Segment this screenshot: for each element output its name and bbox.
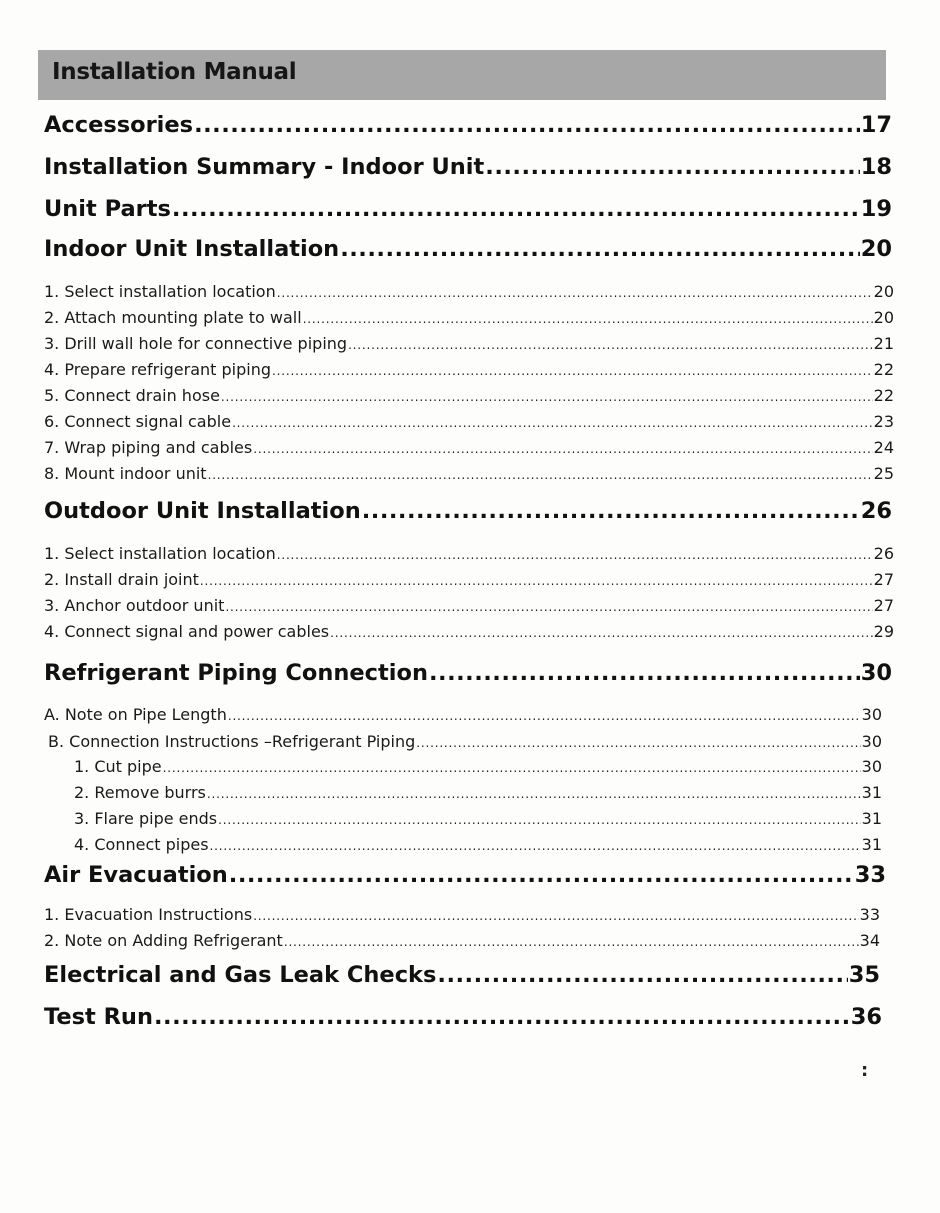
toc-item-page: 30 <box>861 732 882 751</box>
toc-item-label: 2. Install drain joint <box>44 570 199 589</box>
toc-subitem-page: 31 <box>861 783 882 802</box>
toc-entry-label: Accessories <box>44 112 194 138</box>
toc-item[interactable] <box>44 334 894 353</box>
toc-subitem[interactable] <box>74 809 882 828</box>
toc-entry-page: 20 <box>860 236 892 262</box>
toc-item-page: 26 <box>873 544 894 563</box>
toc-subitem-label: 2. Remove burrs <box>74 783 206 802</box>
toc-entry-unit-parts[interactable] <box>44 196 892 222</box>
toc-item-label: 5. Connect drain hose <box>44 386 220 405</box>
toc-entry-page: 19 <box>860 196 892 222</box>
toc-subitem-label: 3. Flare pipe ends <box>74 809 218 828</box>
toc-entry-page: 30 <box>860 660 892 686</box>
toc-entry-label: Installation Summary - Indoor Unit <box>44 154 485 180</box>
leader-dots <box>348 338 873 352</box>
leader-dots <box>429 660 860 686</box>
toc-item[interactable] <box>44 438 894 457</box>
toc-entry-outdoor-unit-installation[interactable] <box>44 498 892 524</box>
toc-item[interactable] <box>44 282 894 301</box>
toc-item-page: 22 <box>873 360 894 379</box>
leader-dots <box>207 787 861 801</box>
toc-item-page: 27 <box>873 596 894 615</box>
leader-dots <box>303 312 873 326</box>
toc-entry-label: Test Run <box>44 1004 153 1030</box>
leader-dots <box>277 286 873 300</box>
toc-item-label: 1. Select installation location <box>44 282 276 301</box>
toc-item-page: 22 <box>873 386 894 405</box>
toc-item-page: 33 <box>859 905 880 924</box>
toc-entry-page: 17 <box>860 112 892 138</box>
leader-dots <box>437 962 847 988</box>
toc-entry-accessories[interactable] <box>44 112 892 138</box>
toc-item[interactable] <box>44 544 894 563</box>
toc-item-label: 3. Anchor outdoor unit <box>44 596 225 615</box>
toc-item-label: 3. Drill wall hole for connective piping <box>44 334 348 353</box>
toc-entry-air-evacuation[interactable] <box>44 862 886 888</box>
toc-item-label: 4. Prepare refrigerant piping <box>44 360 272 379</box>
header-bar <box>38 50 886 100</box>
leader-dots <box>194 112 860 138</box>
toc-entry-label: Indoor Unit Installation <box>44 236 340 262</box>
toc-subitem-page: 31 <box>861 809 882 828</box>
toc-item-label: 1. Select installation location <box>44 544 276 563</box>
toc-entry-label: Outdoor Unit Installation <box>44 498 361 524</box>
toc-item[interactable] <box>44 705 882 724</box>
toc-item-page: 27 <box>873 570 894 589</box>
leader-dots <box>229 862 854 888</box>
toc-entry-label: Air Evacuation <box>44 862 228 888</box>
leader-dots <box>485 154 859 180</box>
toc-item-label: B. Connection Instructions –Refrigerant Piping <box>48 732 416 751</box>
toc-item[interactable] <box>48 732 882 751</box>
toc-item-label: 7. Wrap piping and cables <box>44 438 253 457</box>
leader-dots <box>330 626 873 640</box>
toc-entry-test-run[interactable] <box>44 1004 882 1030</box>
leader-dots <box>284 935 859 949</box>
toc-item-page: 23 <box>873 412 894 431</box>
toc-item-page: 34 <box>859 931 880 950</box>
toc-entry-label: Unit Parts <box>44 196 171 222</box>
toc-entry-page: 18 <box>860 154 892 180</box>
toc-entry-label: Electrical and Gas Leak Checks <box>44 962 437 988</box>
toc-item-page: 25 <box>873 464 894 483</box>
leader-dots <box>208 468 873 482</box>
toc-entry-page: 35 <box>848 962 880 988</box>
leader-dots <box>154 1004 850 1030</box>
toc-item-label: 2. Note on Adding Refrigerant <box>44 931 283 950</box>
page-title: Installation Manual <box>52 59 297 85</box>
toc-entry-page: 26 <box>860 498 892 524</box>
toc-item-page: 21 <box>873 334 894 353</box>
toc-item[interactable] <box>44 622 894 641</box>
toc-item-page: 20 <box>873 282 894 301</box>
toc-item-page: 30 <box>861 705 882 724</box>
leader-dots <box>340 236 859 262</box>
toc-subitem[interactable] <box>74 783 882 802</box>
footer-mark: : <box>861 1060 869 1081</box>
leader-dots <box>272 364 873 378</box>
leader-dots <box>362 498 860 524</box>
leader-dots <box>277 548 873 562</box>
toc-entry-installation-summary[interactable] <box>44 154 892 180</box>
leader-dots <box>228 709 861 723</box>
leader-dots <box>218 813 861 827</box>
toc-item[interactable] <box>44 386 894 405</box>
toc-item[interactable] <box>44 308 894 327</box>
toc-subitem[interactable] <box>74 835 882 854</box>
toc-item-label: 6. Connect signal cable <box>44 412 232 431</box>
toc-item[interactable] <box>44 931 880 950</box>
toc-entry-page: 33 <box>854 862 886 888</box>
leader-dots <box>225 600 872 614</box>
toc-entry-refrigerant-piping[interactable] <box>44 660 892 686</box>
toc-subitem-label: 4. Connect pipes <box>74 835 209 854</box>
leader-dots <box>210 839 861 853</box>
leader-dots <box>221 390 873 404</box>
leader-dots <box>253 909 858 923</box>
toc-item[interactable] <box>44 464 894 483</box>
toc-item-label: A. Note on Pipe Length <box>44 705 227 724</box>
leader-dots <box>416 736 860 750</box>
toc-item[interactable] <box>44 596 894 615</box>
toc-item[interactable] <box>44 360 894 379</box>
toc-item[interactable] <box>44 412 894 431</box>
toc-item-label: 1. Evacuation Instructions <box>44 905 253 924</box>
toc-item[interactable] <box>44 905 880 924</box>
toc-item-page: 24 <box>873 438 894 457</box>
toc-item-page: 20 <box>873 308 894 327</box>
leader-dots <box>163 761 861 775</box>
toc-subitem[interactable] <box>74 757 882 776</box>
toc-entry-label: Refrigerant Piping Connection <box>44 660 428 686</box>
toc-item-label: 2. Attach mounting plate to wall <box>44 308 302 327</box>
leader-dots <box>232 416 873 430</box>
toc-entry-page: 36 <box>850 1004 882 1030</box>
toc-entry-indoor-unit-installation[interactable] <box>44 236 892 262</box>
toc-item[interactable] <box>44 570 894 589</box>
toc-subitem-page: 30 <box>861 757 882 776</box>
toc-item-page: 29 <box>873 622 894 641</box>
leader-dots <box>200 574 873 588</box>
leader-dots <box>253 442 872 456</box>
toc-item-label: 8. Mount indoor unit <box>44 464 207 483</box>
toc-subitem-page: 31 <box>861 835 882 854</box>
toc-item-label: 4. Connect signal and power cables <box>44 622 330 641</box>
leader-dots <box>172 196 860 222</box>
toc-entry-electrical-gas-checks[interactable] <box>44 962 880 988</box>
toc-subitem-label: 1. Cut pipe <box>74 757 162 776</box>
